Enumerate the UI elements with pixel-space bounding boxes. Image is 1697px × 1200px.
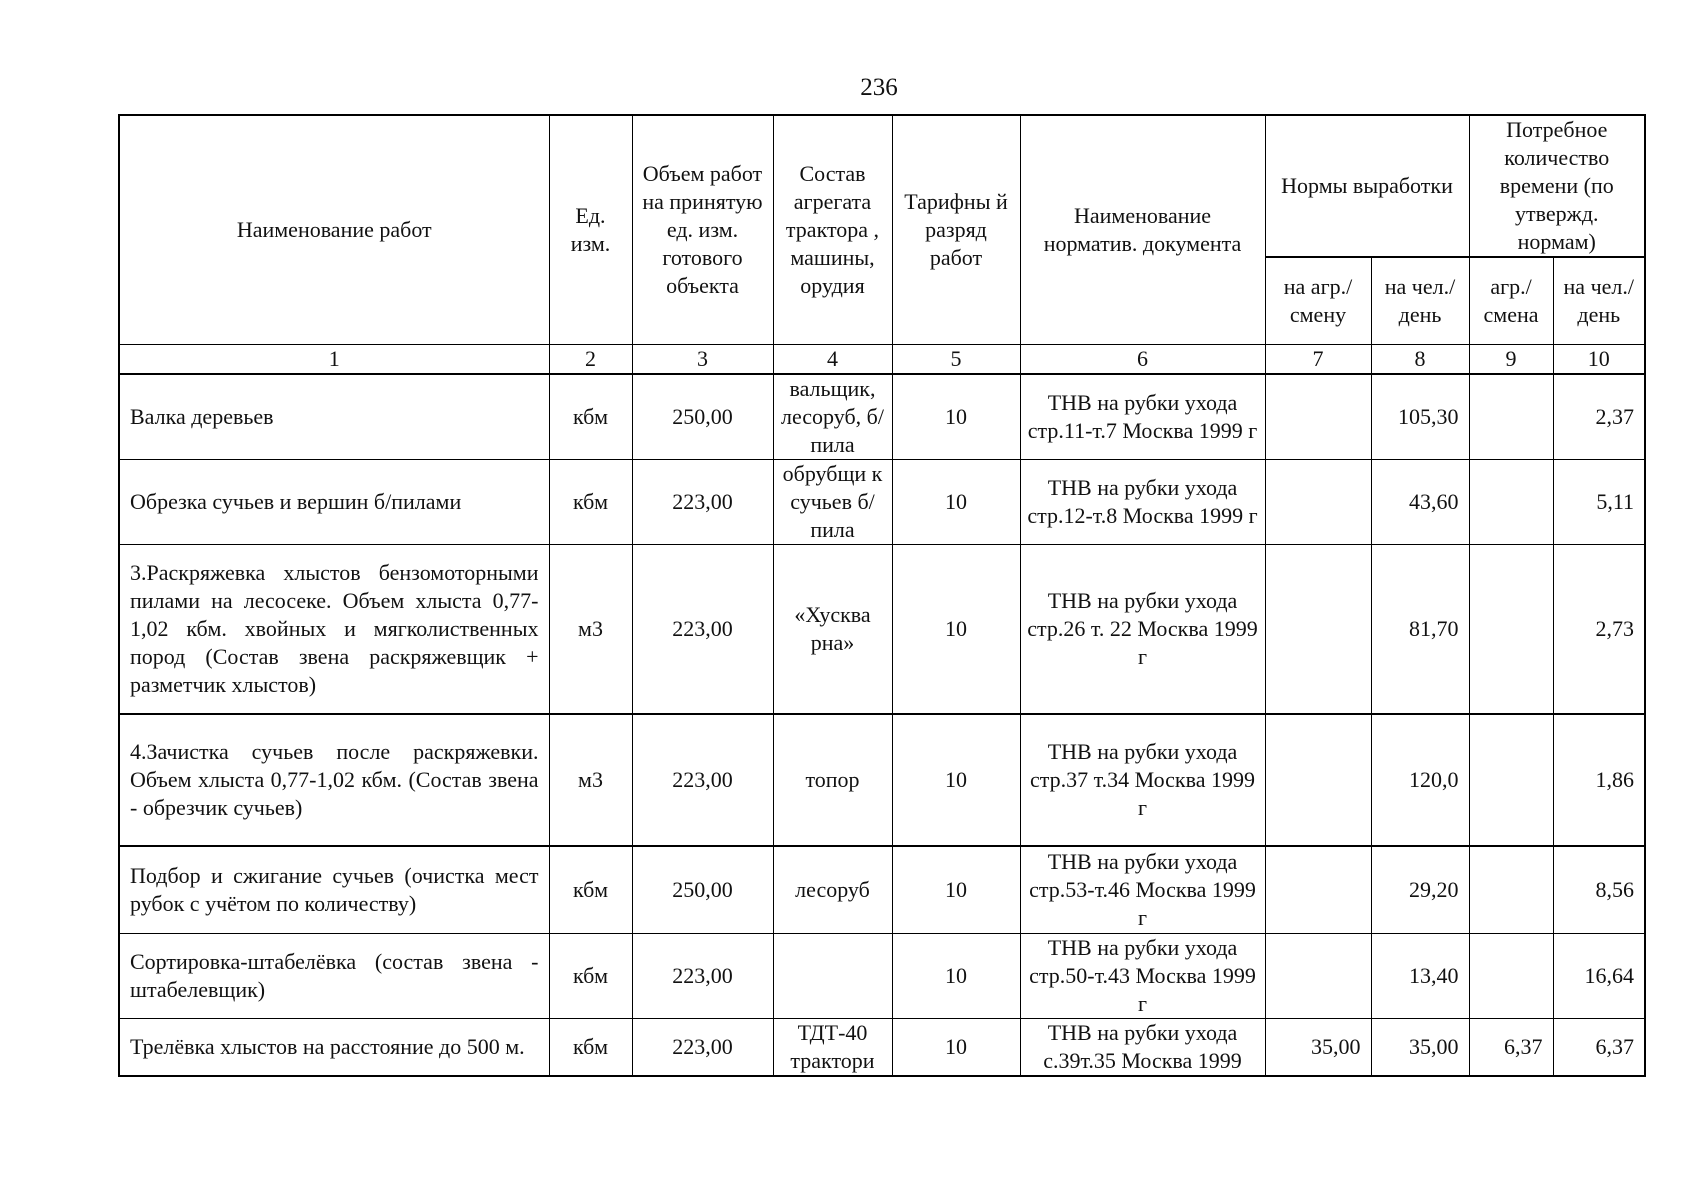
cell-tariff: 10 <box>892 714 1020 846</box>
column-number: 10 <box>1553 345 1645 375</box>
cell-composition <box>773 934 892 1019</box>
cell-composition: топор <box>773 714 892 846</box>
cell-tariff: 10 <box>892 1019 1020 1077</box>
cell-norm-unit <box>1265 545 1371 715</box>
cell-time-unit <box>1469 714 1553 846</box>
column-number: 8 <box>1371 345 1469 375</box>
cell-work-name: Обрезка сучьев и вершин б/пилами <box>119 460 549 545</box>
cell-document: ТНВ на рубки ухода стр.53-т.46 Москва 1999 г <box>1020 846 1265 934</box>
header-unit-composition: Состав агрегата трактора , машины, орудия <box>773 115 892 345</box>
cell-time-person: 8,56 <box>1553 846 1645 934</box>
cell-work-name: 4.Зачистка сучьев после раскряжевки. Объем хлыста 0,77-1,02 кбм. (Состав звена - обрезчик сучьев) <box>119 714 549 846</box>
header-time-needed: Потребное количество времени (по утвержд. нормам) <box>1469 115 1645 257</box>
column-number: 1 <box>119 345 549 375</box>
column-number: 4 <box>773 345 892 375</box>
cell-tariff: 10 <box>892 374 1020 460</box>
cell-time-person: 2,73 <box>1553 545 1645 715</box>
cell-time-person: 5,11 <box>1553 460 1645 545</box>
header-time-per-unit: агр./ смена <box>1469 257 1553 345</box>
header-volume: Объем работ на принятую ед. изм. готового объекта <box>632 115 773 345</box>
cell-work-name: Трелёвка хлыстов на расстояние до 500 м. <box>119 1019 549 1077</box>
work-norms-table <box>118 114 1646 1077</box>
cell-volume: 223,00 <box>632 934 773 1019</box>
cell-tariff: 10 <box>892 460 1020 545</box>
cell-document: ТНВ на рубки ухода с.39т.35 Москва 1999 <box>1020 1019 1265 1077</box>
cell-norm-person: 13,40 <box>1371 934 1469 1019</box>
header-norms: Нормы выработки <box>1265 115 1469 257</box>
cell-volume: 223,00 <box>632 545 773 715</box>
cell-unit: кбм <box>549 1019 632 1077</box>
table-row <box>119 934 1645 1019</box>
cell-volume: 223,00 <box>632 460 773 545</box>
page-number: 236 <box>860 74 898 101</box>
column-number: 9 <box>1469 345 1553 375</box>
table-row <box>119 1019 1645 1077</box>
header-unit: Ед. изм. <box>549 115 632 345</box>
cell-work-name: Подбор и сжигание сучьев (очистка мест рубок с учётом по количеству) <box>119 846 549 934</box>
cell-time-person: 2,37 <box>1553 374 1645 460</box>
cell-time-unit: 6,37 <box>1469 1019 1553 1077</box>
column-number: 6 <box>1020 345 1265 375</box>
cell-time-unit <box>1469 374 1553 460</box>
cell-unit: кбм <box>549 934 632 1019</box>
cell-norm-person: 29,20 <box>1371 846 1469 934</box>
header-tariff: Тарифны й разряд работ <box>892 115 1020 345</box>
cell-tariff: 10 <box>892 934 1020 1019</box>
cell-norm-unit <box>1265 374 1371 460</box>
cell-volume: 250,00 <box>632 374 773 460</box>
column-number: 2 <box>549 345 632 375</box>
cell-composition: ТДТ-40 трактори <box>773 1019 892 1077</box>
cell-time-unit <box>1469 460 1553 545</box>
header-norms-per-person: на чел./ день <box>1371 257 1469 345</box>
cell-unit: кбм <box>549 374 632 460</box>
header-document: Наименование норматив. документа <box>1020 115 1265 345</box>
cell-document: ТНВ на рубки ухода стр.12-т.8 Москва 1999 г <box>1020 460 1265 545</box>
column-number: 3 <box>632 345 773 375</box>
cell-document: ТНВ на рубки ухода стр.50-т.43 Москва 1999 г <box>1020 934 1265 1019</box>
cell-volume: 223,00 <box>632 714 773 846</box>
cell-norm-person: 43,60 <box>1371 460 1469 545</box>
cell-time-unit <box>1469 846 1553 934</box>
table-row <box>119 374 1645 460</box>
cell-work-name: 3.Раскряжевка хлыстов бензомоторными пилами на лесосеке. Объем хлыста 0,77-1,02 кбм. хвойных и мягколиственных пород (Состав звена раскряжевщик + разметчик хлыстов) <box>119 545 549 715</box>
cell-work-name: Сортировка-штабелёвка (состав звена - штабелевщик) <box>119 934 549 1019</box>
cell-norm-unit <box>1265 846 1371 934</box>
cell-unit: кбм <box>549 460 632 545</box>
cell-document: ТНВ на рубки ухода стр.26 т. 22 Москва 1999 г <box>1020 545 1265 715</box>
cell-work-name: Валка деревьев <box>119 374 549 460</box>
header-time-per-person: на чел./ день <box>1553 257 1645 345</box>
cell-norm-unit <box>1265 714 1371 846</box>
table-row <box>119 846 1645 934</box>
cell-composition: «Хусква рна» <box>773 545 892 715</box>
cell-volume: 250,00 <box>632 846 773 934</box>
cell-composition: лесоруб <box>773 846 892 934</box>
cell-norm-person: 120,0 <box>1371 714 1469 846</box>
cell-time-person: 6,37 <box>1553 1019 1645 1077</box>
cell-norm-person: 35,00 <box>1371 1019 1469 1077</box>
table-row <box>119 545 1645 715</box>
cell-norm-unit: 35,00 <box>1265 1019 1371 1077</box>
table-row <box>119 714 1645 846</box>
column-number: 5 <box>892 345 1020 375</box>
cell-norm-unit <box>1265 934 1371 1019</box>
cell-volume: 223,00 <box>632 1019 773 1077</box>
cell-time-unit <box>1469 934 1553 1019</box>
header-norms-per-unit: на агр./ смену <box>1265 257 1371 345</box>
cell-time-person: 1,86 <box>1553 714 1645 846</box>
cell-tariff: 10 <box>892 545 1020 715</box>
table-row <box>119 460 1645 545</box>
cell-unit: м3 <box>549 714 632 846</box>
cell-time-person: 16,64 <box>1553 934 1645 1019</box>
cell-norm-person: 105,30 <box>1371 374 1469 460</box>
cell-norm-unit <box>1265 460 1371 545</box>
cell-norm-person: 81,70 <box>1371 545 1469 715</box>
cell-document: ТНВ на рубки ухода стр.11-т.7 Москва 1999 г <box>1020 374 1265 460</box>
cell-document: ТНВ на рубки ухода стр.37 т.34 Москва 1999 г <box>1020 714 1265 846</box>
column-number: 7 <box>1265 345 1371 375</box>
cell-tariff: 10 <box>892 846 1020 934</box>
cell-composition: вальщик, лесоруб, б/пила <box>773 374 892 460</box>
cell-composition: обрубщи к сучьев б/пила <box>773 460 892 545</box>
header-work-name: Наименование работ <box>119 115 549 345</box>
cell-unit: м3 <box>549 545 632 715</box>
cell-time-unit <box>1469 545 1553 715</box>
cell-unit: кбм <box>549 846 632 934</box>
